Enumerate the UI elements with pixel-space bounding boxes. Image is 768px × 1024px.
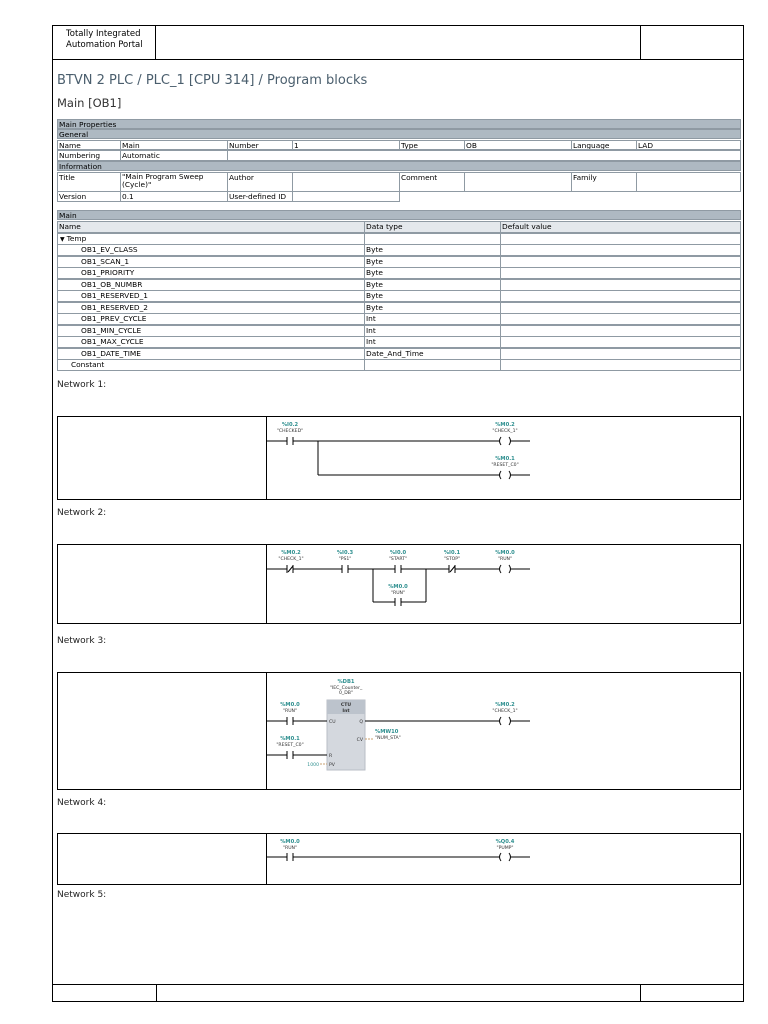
interface-row-name: OB1_OB_NUMBR <box>57 279 365 291</box>
interface-row-name: OB1_PRIORITY <box>57 267 365 279</box>
interface-row-name: OB1_RESERVED_2 <box>57 302 365 314</box>
pin-label: PV <box>329 763 335 768</box>
contact-symbol: "CHECKED" <box>276 429 304 434</box>
page-footer <box>52 984 744 1002</box>
network-1-label: Network 1: <box>57 380 107 390</box>
constant-section: Constant <box>57 359 365 371</box>
contact-symbol: "RUN" <box>282 709 298 714</box>
network-4 <box>57 833 741 885</box>
pin-label: CV <box>356 738 363 743</box>
pin-label: CU <box>329 720 336 725</box>
coil-address: %M0.1 <box>495 456 515 462</box>
interface-row-type: Int <box>364 325 501 337</box>
db-address: %DB1 <box>337 679 355 685</box>
contact-symbol: "START" <box>388 557 408 562</box>
coil-address: %M0.2 <box>495 422 515 428</box>
network-2 <box>57 544 741 624</box>
interface-row-type: Int <box>364 336 501 348</box>
band-main-properties: Main Properties <box>57 119 741 129</box>
interface-row-name: OB1_PREV_CYCLE <box>57 313 365 325</box>
coil-address: %M0.2 <box>495 702 515 708</box>
page-header <box>52 25 744 60</box>
interface-row-type: Byte <box>364 279 501 291</box>
pin-label: R <box>329 754 333 759</box>
band-general: General <box>57 129 741 139</box>
cv-address: %MW10 <box>375 729 399 735</box>
band-information: Information <box>57 161 741 171</box>
interface-row-type: Byte <box>364 267 501 279</box>
coil-symbol: "RESET_C0" <box>491 463 519 468</box>
box-datatype: Int <box>342 709 350 714</box>
network-4-label: Network 4: <box>57 798 107 808</box>
network-3 <box>57 672 741 790</box>
interface-row-name: OB1_MAX_CYCLE <box>57 336 365 348</box>
contact-symbol: "PS1" <box>338 557 352 562</box>
box-type: CTU <box>340 703 352 708</box>
collapse-triangle-icon[interactable]: ▼ <box>60 236 65 243</box>
network-5-label: Network 5: <box>57 890 107 900</box>
db-symbol: 0_DB" <box>338 691 354 696</box>
contact-symbol: "RUN" <box>282 846 298 851</box>
contact-symbol: "STOP" <box>443 557 461 562</box>
coil-symbol: "CHECK_1" <box>492 709 518 714</box>
db-symbol: "IEC_Counter_ <box>329 686 363 691</box>
interface-row-type: Int <box>364 313 501 325</box>
interface-row-name: OB1_RESERVED_1 <box>57 290 365 302</box>
page-title: Main [OB1] <box>57 96 122 110</box>
pv-value: 1000 <box>307 763 319 768</box>
cv-symbol: "NUM_STA" <box>375 736 401 741</box>
coil-address: %M0.0 <box>495 550 515 556</box>
temp-section: ▼ Temp <box>57 233 365 245</box>
contact-address: %M0.2 <box>281 550 301 556</box>
contact-address: %I0.2 <box>281 422 299 428</box>
contact-address: %M0.0 <box>280 702 300 708</box>
interface-row-type: Byte <box>364 302 501 314</box>
pin-label: Q <box>359 720 363 725</box>
interface-row-type: Byte <box>364 244 501 256</box>
interface-row-type: Byte <box>364 256 501 268</box>
contact-address: %I0.3 <box>336 550 354 556</box>
network-2-label: Network 2: <box>57 508 107 518</box>
coil-symbol: "RUN" <box>497 557 513 562</box>
interface-row-name: OB1_EV_CLASS <box>57 244 365 256</box>
interface-row-name: OB1_DATE_TIME <box>57 348 365 360</box>
coil-symbol: "PUMP" <box>496 846 514 851</box>
properties-table: Main Properties General Name Main Number 1 Type OB Language LAD Numbering Automatic Information Title "Main Program Sweep (Cycle)" Author Comment Family Version 0.1 User-defined ID <box>57 119 741 203</box>
header-divider <box>640 26 641 59</box>
interface-table: Main Name Data type Default value ▼ Temp OB1_EV_CLASS Byte OB1_SCAN_1 Byte OB1_PRIORITY Byte OB1_OB_NUMBR Byte OB1_RESERVED_1 Byte OB1_RESERVED_2 Byte OB1_PREV_CYCLE Int OB1_MIN_CYCLE Int OB1_MAX_CYCLE Int OB1_DATE_TIME Date_And_Time Constant <box>57 210 741 373</box>
contact-symbol: "RESET_C0" <box>276 743 304 748</box>
interface-row-type: Byte <box>364 290 501 302</box>
coil-address: %Q0.4 <box>495 839 515 845</box>
contact-symbol: "RUN" <box>390 591 406 596</box>
coil-symbol: "CHECK_1" <box>492 429 518 434</box>
network-3-label: Network 3: <box>57 636 107 646</box>
contact-address: %M0.1 <box>280 736 300 742</box>
network-1 <box>57 416 741 500</box>
breadcrumb: BTVN 2 PLC / PLC_1 [CPU 314] / Program blocks <box>57 73 368 88</box>
contact-address: %M0.0 <box>280 839 300 845</box>
interface-row-type: Date_And_Time <box>364 348 501 360</box>
contact-symbol: "CHECK_1" <box>278 557 304 562</box>
interface-row-name: OB1_MIN_CYCLE <box>57 325 365 337</box>
contact-address: %I0.1 <box>443 550 461 556</box>
interface-row-name: OB1_SCAN_1 <box>57 256 365 268</box>
contact-address: %I0.0 <box>389 550 407 556</box>
band-interface: Main <box>57 210 741 220</box>
header-logo-text: Totally Integrated Automation Portal <box>53 26 156 59</box>
contact-address: %M0.0 <box>388 584 408 590</box>
